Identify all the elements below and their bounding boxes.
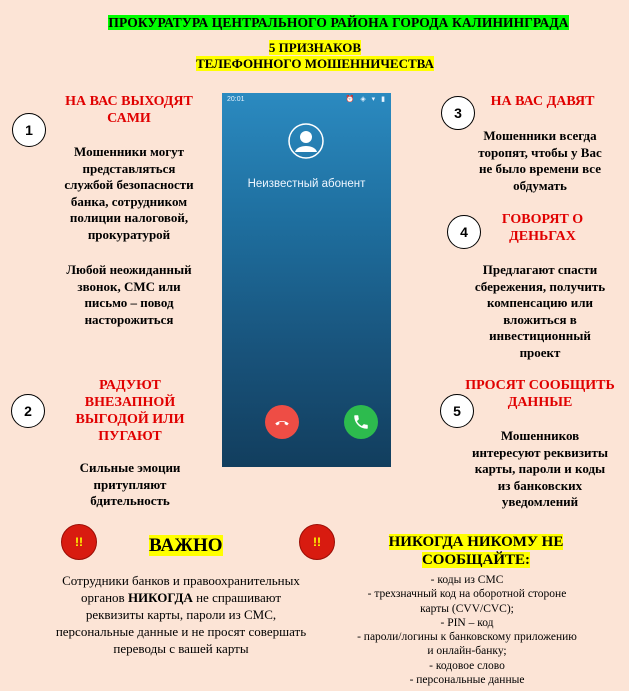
sign-4-text-line: инвестиционный — [489, 328, 591, 343]
subtitle-line-2: ТЕЛЕФОННОГО МОШЕННИЧЕСТВА — [196, 56, 434, 71]
important-text — [40, 572, 322, 657]
important-text-part: органов — [80, 590, 128, 605]
sign-5-text-line: карты, пароли и коды — [474, 461, 606, 476]
sign-1-text-line: Мошенники могут — [73, 144, 185, 159]
sign-1-title-line: САМИ — [107, 111, 151, 126]
phone-call-illustration — [222, 93, 391, 467]
sign-1-text-line: представляться — [82, 160, 176, 176]
important-text-part: не спрашивают — [192, 590, 281, 605]
sign-5-title — [455, 377, 625, 411]
sign-4-title-line: ГОВОРЯТ О — [501, 212, 584, 227]
sign-1-text-line: банка, сотрудником — [70, 193, 188, 209]
sign-5-text — [455, 428, 625, 511]
sign-4-text-line: компенсацию или — [486, 295, 594, 310]
caller-avatar-icon — [288, 123, 324, 159]
sign-3-text-line: обдумать — [513, 177, 567, 193]
sign-1-text-line: полиции налоговой, — [69, 210, 189, 225]
never-share-heading-line-2: СООБЩАЙТЕ: — [421, 552, 531, 568]
sign-5-number: 5 — [440, 394, 474, 428]
sign-2-text — [50, 460, 210, 510]
sign-1-number: 1 — [12, 113, 46, 147]
sign-2-title — [60, 377, 200, 445]
sign-4-title — [480, 211, 605, 245]
phone-status-bar — [222, 93, 391, 107]
decline-call-button[interactable] — [265, 405, 299, 439]
accept-call-button[interactable] — [344, 405, 378, 439]
sign-1-text-line: службой безопасности — [64, 177, 194, 192]
important-text-line: персональные данные и не просят совершать — [55, 624, 307, 639]
list-item: - пароли/логины к банковскому приложению — [357, 631, 577, 644]
sign-2-text-line: притупляют — [93, 476, 167, 492]
sign-1-title-line: НА ВАС ВЫХОДЯТ — [65, 94, 193, 109]
page-title — [87, 14, 590, 31]
sign-4-title-line: ДЕНЬГАХ — [509, 229, 576, 244]
list-item: - PIN – код — [440, 616, 494, 629]
hang-up-icon — [273, 413, 291, 431]
sign-2-title-line: РАДУЮТ — [99, 378, 161, 393]
sign-3-text-line: торопят, чтобы у Вас — [478, 144, 602, 160]
list-item: - кодовое слово — [429, 659, 505, 672]
sign-2-title-line: ВЫГОДОЙ ИЛИ — [75, 412, 185, 427]
sign-3-title-line: НА ВАС ДАВЯТ — [490, 94, 595, 109]
sign-4-text-line: сбережения, получить — [474, 278, 606, 294]
sign-3-text-line: не было времени все — [479, 161, 601, 176]
phone-time: 20:01 — [227, 96, 245, 103]
warning-icon: !! — [61, 524, 97, 560]
sign-2-title-line: ПУГАЮТ — [98, 429, 162, 444]
sign-4-text-line: вложиться в — [503, 311, 577, 327]
sign-5-title-line: ПРОСЯТ СООБЩИТЬ — [465, 378, 615, 393]
never-share-heading-line-1: НИКОГДА НИКОМУ НЕ — [388, 534, 564, 550]
important-heading-text: ВАЖНО — [149, 535, 223, 556]
page-subtitle — [150, 40, 480, 72]
sign-4-text-line: проект — [519, 344, 561, 360]
caller-name: Неизвестный абонент — [247, 178, 366, 190]
page-title-text: ПРОКУРАТУРА ЦЕНТРАЛЬНОГО РАЙОНА ГОРОДА КАЛИНИНГРАДА — [108, 15, 569, 30]
important-text-line: реквизиты карты, пароли из СМС, — [85, 607, 277, 622]
important-text-line: Сотрудники банков и правоохранительных — [62, 573, 300, 588]
sign-2-text-line: Сильные эмоции — [79, 460, 181, 475]
subtitle-line-1: 5 ПРИЗНАКОВ — [268, 40, 362, 55]
important-text-line: переводы с вашей карты — [113, 641, 249, 656]
list-item: - трехзначный код на оборотной стороне — [367, 588, 567, 601]
sign-3-title — [470, 93, 615, 110]
sign-2-text-line: бдительность — [90, 493, 170, 508]
important-never-emphasis: НИКОГДА — [127, 590, 193, 605]
sign-1-text2-line: звонок, СМС или — [77, 278, 181, 294]
never-share-heading — [356, 533, 596, 569]
sign-3-text — [455, 128, 625, 194]
list-item: карты (CVV/CVC); — [420, 602, 514, 615]
sign-3-text-line: Мошенники всегда — [483, 128, 597, 143]
sign-4-number: 4 — [447, 215, 481, 249]
sign-5-text-line: Мошенников — [500, 428, 580, 443]
warning-icon: !! — [299, 524, 335, 560]
sign-2-title-line: ВНЕЗАПНОЙ — [84, 395, 176, 410]
sign-1-text2-line: письмо – повод — [84, 295, 174, 310]
status-icons: ⏰ ◈ ▾ ▮ — [345, 96, 387, 103]
list-item: и онлайн-банку; — [427, 645, 507, 658]
sign-2-number: 2 — [11, 394, 45, 428]
sign-5-text-line: интересуют реквизиты — [471, 444, 609, 460]
sign-5-text-line: из банковских — [497, 477, 583, 493]
sign-5-title-line: ДАННЫЕ — [507, 395, 573, 410]
sign-1-text2-line: Любой неожиданный — [66, 262, 192, 277]
sign-1-text-line: прокуратурой — [87, 226, 171, 242]
sign-1-text2-line: насторожиться — [84, 311, 174, 327]
sign-5-text-line: уведомлений — [501, 494, 579, 509]
list-item: - персональные данные — [409, 674, 525, 687]
sign-3-number: 3 — [441, 96, 475, 130]
never-share-list — [338, 573, 596, 687]
sign-1-text-2 — [44, 262, 214, 328]
sign-1-text — [44, 144, 214, 243]
important-heading — [149, 535, 223, 557]
list-item: - коды из СМС — [430, 574, 504, 586]
important-text-line — [40, 589, 322, 606]
sign-4-text — [455, 262, 625, 361]
sign-4-text-line: Предлагают спасти — [482, 262, 598, 277]
sign-1-title — [44, 93, 214, 127]
phone-icon — [352, 413, 370, 431]
